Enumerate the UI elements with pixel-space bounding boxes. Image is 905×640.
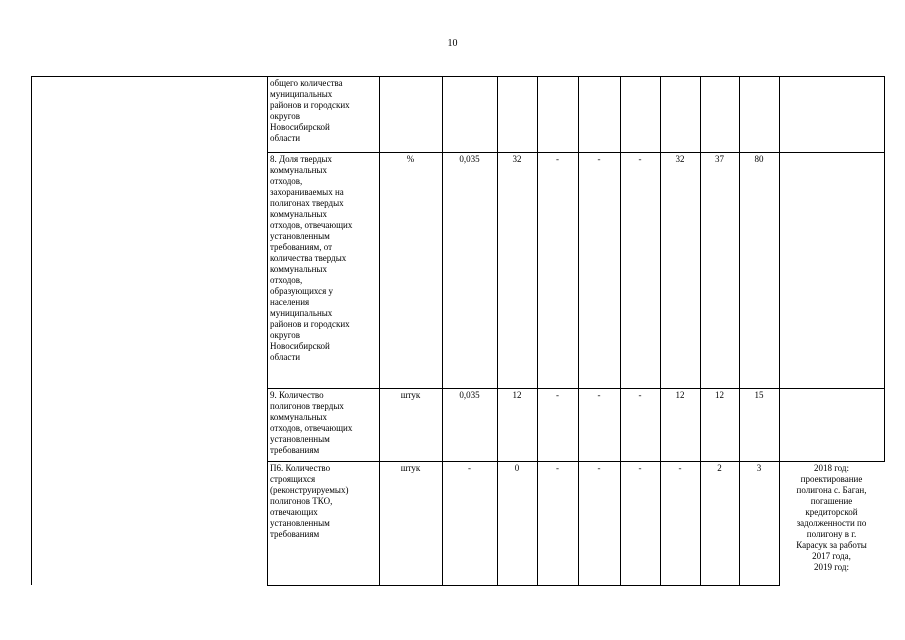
indicator-text-line: районов и городских: [270, 319, 350, 329]
year-value-cell: [540, 463, 575, 474]
table-vertical-rule: [884, 76, 885, 461]
year-value: -: [597, 390, 601, 400]
indicator-text-line: (реконструируемых): [270, 485, 349, 495]
note-text-line: кредиторской: [805, 507, 858, 517]
year-value-cell: [581, 390, 617, 401]
indicator-text-line: строящихся: [270, 474, 316, 484]
year-value: -: [556, 463, 559, 473]
indicator-text-line: муниципальных: [270, 308, 333, 318]
note-text-line: 2017 года,: [812, 551, 851, 561]
unit-cell: [382, 154, 439, 165]
indicator-text-line: 8. Доля твердых: [270, 154, 333, 164]
year-value-cell: [623, 154, 657, 165]
indicator-text-line: количества твердых: [270, 253, 347, 263]
weight-cell: [445, 154, 494, 165]
year-value: -: [638, 463, 642, 473]
weight-value: 0,035: [459, 390, 480, 400]
base-value: 12: [512, 390, 522, 400]
indicator-text-line: Новосибирской: [270, 341, 330, 351]
note-text-line: задолженности по: [796, 518, 867, 528]
weight-value: -: [468, 463, 471, 473]
unit-value: штук: [400, 463, 421, 473]
table-horizontal-rule: [267, 461, 885, 462]
note-text-line: проектирование: [800, 474, 863, 484]
table-horizontal-rule: [31, 76, 885, 77]
year-value: -: [556, 390, 559, 400]
year-value-cell: [703, 390, 736, 401]
unit-value: %: [406, 154, 415, 164]
indicator-text-line: районов и городских: [270, 100, 350, 110]
indicator-text-line: отвечающих: [270, 507, 318, 517]
indicator-text-line: установленным: [270, 434, 330, 444]
unit-value: штук: [400, 390, 421, 400]
page-number: 10: [447, 38, 458, 49]
indicator-text-line: требованиям, от: [270, 242, 333, 252]
base-value: 0: [514, 463, 520, 473]
indicator-cell: [270, 463, 376, 540]
indicator-text-line: округов: [270, 111, 300, 121]
base-value-cell: [500, 463, 534, 474]
base-value: 32: [512, 154, 522, 164]
year-value-cell: [703, 154, 736, 165]
weight-value: 0,035: [459, 154, 480, 164]
year-value-cell: [663, 390, 697, 401]
year-value-cell: [663, 463, 697, 474]
indicator-text-line: 9. Количество: [270, 390, 324, 400]
indicator-cell: [270, 390, 376, 456]
year-value: -: [678, 463, 682, 473]
unit-cell: [382, 463, 439, 474]
year-value: 80: [754, 154, 764, 164]
year-value: 32: [675, 154, 685, 164]
indicator-text-line: полигонах твердых: [270, 198, 344, 208]
indicator-text-line: муниципальных: [270, 89, 333, 99]
note-text-line: полигона с. Баган,: [796, 485, 867, 495]
indicator-text-line: полигонов твердых: [270, 401, 344, 411]
weight-cell: [445, 463, 494, 474]
year-value: -: [597, 463, 601, 473]
indicator-text-line: отходов, отвечающих: [270, 220, 353, 230]
year-value: 3: [756, 463, 762, 473]
indicator-text-line: полигонов ТКО,: [270, 496, 333, 506]
indicator-text-line: установленным: [270, 231, 330, 241]
indicator-text-line: коммунальных: [270, 165, 327, 175]
base-value-cell: [500, 154, 534, 165]
year-value-cell: [581, 154, 617, 165]
year-value-cell: [663, 154, 697, 165]
year-value-cell: [703, 463, 736, 474]
indicator-text-line: отходов, отвечающих: [270, 423, 353, 433]
table-horizontal-rule: [267, 585, 780, 586]
table-horizontal-rule: [267, 388, 885, 389]
year-value: 12: [715, 390, 724, 400]
indicator-text-line: захораниваемых на: [270, 187, 344, 197]
weight-cell: [445, 390, 494, 401]
base-value-cell: [500, 390, 534, 401]
indicator-text-line: коммунальных: [270, 209, 327, 219]
year-value: -: [638, 154, 642, 164]
indicator-text-line: округов: [270, 330, 300, 340]
year-value: 37: [715, 154, 724, 164]
indicator-text-line: коммунальных: [270, 412, 327, 422]
indicator-text-line: населения: [270, 297, 310, 307]
year-value-cell: [742, 154, 776, 165]
indicator-cell: [270, 154, 376, 363]
table-horizontal-rule: [267, 152, 885, 153]
indicator-cell: [270, 78, 376, 144]
year-value: -: [597, 154, 601, 164]
year-value: 2: [717, 463, 722, 473]
year-value-cell: [623, 463, 657, 474]
year-value-cell: [540, 154, 575, 165]
note-text-line: Карасук за работы: [796, 540, 867, 550]
note-text-line: 2019 год:: [813, 562, 850, 572]
indicator-text-line: общего количества: [270, 78, 343, 88]
indicator-text-line: области: [270, 352, 301, 362]
indicator-text-line: требованиям: [270, 529, 320, 539]
unit-cell: [382, 390, 439, 401]
year-value: -: [638, 390, 642, 400]
year-value: 15: [754, 390, 764, 400]
note-text-line: полигону в г.: [806, 529, 857, 539]
note-text-line: 2018 год:: [813, 463, 850, 473]
year-value-cell: [540, 390, 575, 401]
indicator-text-line: отходов,: [270, 176, 303, 186]
indicator-text-line: области: [270, 133, 301, 143]
indicator-text-line: установленным: [270, 518, 330, 528]
year-value-cell: [623, 390, 657, 401]
indicator-text-line: коммунальных: [270, 264, 327, 274]
year-value: 12: [675, 390, 685, 400]
indicator-text-line: Новосибирской: [270, 122, 330, 132]
note-cell: [782, 463, 881, 573]
indicator-text-line: отходов,: [270, 275, 303, 285]
indicator-text-line: П6. Количество: [270, 463, 331, 473]
year-value-cell: [742, 463, 776, 474]
note-text-line: погашение: [810, 496, 853, 506]
year-value: -: [556, 154, 559, 164]
year-value-cell: [742, 390, 776, 401]
table-vertical-rule: [31, 76, 32, 585]
indicator-text-line: образующихся у: [270, 286, 334, 296]
indicator-text-line: требованиям: [270, 445, 320, 455]
year-value-cell: [581, 463, 617, 474]
